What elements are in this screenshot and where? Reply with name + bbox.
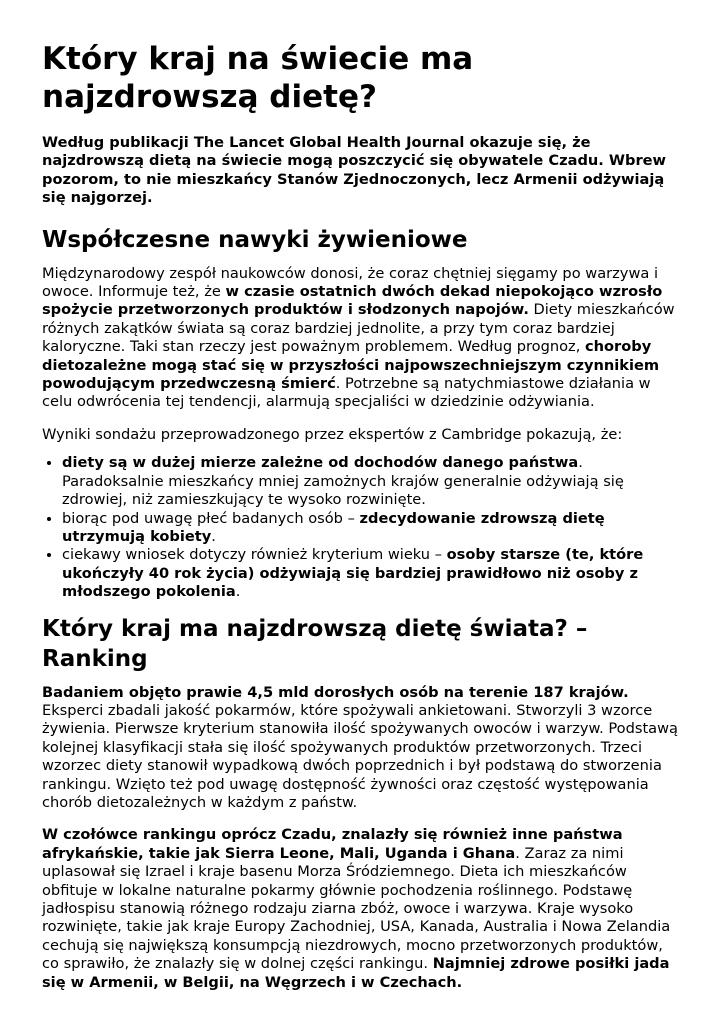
- text-span: . Paradoksalnie mieszkańcy mniej zamożnych krajów generalnie odżywiają się zdrowiej, niż zamieszkujący te wysoko rozwinięte.: [62, 454, 624, 509]
- text-span: . Potrzebne są natychmiastowe działania w celu odwrócenia tej tendencji, alarmują specjaliści w dziedzinie odżywiania.: [42, 375, 651, 411]
- section-heading-ranking: Który kraj ma najzdrowszą dietę świata? – Ranking: [42, 615, 588, 672]
- ranking-paragraph-2: [42, 826, 682, 992]
- text-span: . Zaraz za nimi uplasował się Izrael i kraje basenu Morza Śródziemnego. Dieta ich mieszkańców obfituje w lokalne naturalne pokarmy głównie pochodzenia roślinnego. Podstawę jadłospisu stanowią różnego rodzaju ziarna zbóż, owoce i warzywa. Kraje wysoko rozwinięte, takie jak kraje Europy Zachodniej, USA, Kanada, Australia i Nowa Zelandia cechują się największą konsumpcją niezdrowych, mocno przetworzonych produktów, co sprawiło, że znalazły się w dolnej części rankingu.: [42, 844, 671, 973]
- bold-span: osoby starsze (te, które ukończyły 40 rok życia) odżywiają się bardziej prawidłowo niż osoby z młodszego pokolenia: [62, 546, 644, 601]
- bold-span: Najmniej zdrowe posiłki jada się w Armenii, w Belgii, na Węgrzech i w Czechach.: [42, 955, 670, 991]
- list-item: [62, 510, 682, 547]
- text-span: .: [211, 527, 216, 545]
- habits-paragraph: [42, 265, 682, 412]
- findings-list: [42, 454, 682, 601]
- text-span: .: [235, 583, 241, 601]
- section-heading-habits: Współczesne nawyki żywieniowe: [42, 226, 468, 253]
- text-span: Międzynarodowy zespół naukowców donosi, że coraz chętniej sięgamy po warzywa i owoce. Informuje też, że: [42, 264, 659, 301]
- bold-span: W czołówce rankingu oprócz Czadu, znalazły się również inne państwa afrykańskie, takie jak Sierra Leone, Mali, Uganda i Ghana: [42, 826, 623, 862]
- survey-intro: Wyniki sondażu przeprowadzonego przez ekspertów z Cambridge pokazują, że:: [42, 425, 623, 443]
- bold-span: choroby dietozależne mogą stać się w przyszłości najpowszechniejszym czynnikiem powodującym przedwczesną śmierć: [42, 338, 660, 393]
- list-item: [62, 454, 682, 509]
- bold-span: Badaniem objęto prawie 4,5 mld dorosłych osób na terenie 187 krajów.: [42, 683, 629, 701]
- bold-span: w czasie ostatnich dwóch dekad niepokojąco wzrosło spożycie przetworzonych produktów i słodzonych napojów.: [42, 283, 663, 319]
- text-span: Diety mieszkańców różnych zakątków świata są coraz bardziej jednolite, a przy tym coraz bardziej kaloryczne. Taki stan rzeczy jest poważnym problemem. Według prognoz,: [42, 301, 675, 356]
- text-span: ciekawy wniosek dotyczy również kryterium wieku –: [62, 546, 447, 564]
- text-span: biorąc pod uwagę płeć badanych osób –: [62, 509, 360, 527]
- bold-span: diety są w dużej mierze zależne od dochodów danego państwa: [62, 454, 579, 472]
- list-item: [62, 546, 682, 601]
- article-lead: Według publikacji The Lancet Global Health Journal okazuje się, że najzdrowszą dietą na świecie mogą poszczycić się obywatele Czadu. Wbrew pozorom, to nie mieszkańcy Stanów Zjednoczonych, lecz Armenii odżywiają się najgorzej.: [42, 134, 667, 207]
- article-title: Który kraj na świecie ma najzdrowszą dietę?: [42, 41, 474, 115]
- text-span: Eksperci zbadali jakość pokarmów, które spożywali ankietowani. Stworzyli 3 wzorce żywienia. Pierwsze kryterium stanowiła ilość spożywanych owoców i warzyw. Podstawą kolejnej klasyfikacji stała się ilość spożywanych produktów przetworzonych. Trzeci wzorzec diety stanowił wypadkową dwóch poprzednich i był podstawą do stworzenia rankingu. Wzięto też pod uwagę dostępność żywności oraz częstość występowania chorób dietozależnych w każdym z państw.: [42, 701, 678, 811]
- ranking-paragraph-1: [42, 684, 682, 813]
- bold-span: zdecydowanie zdrowszą dietę utrzymują kobiety: [62, 509, 605, 545]
